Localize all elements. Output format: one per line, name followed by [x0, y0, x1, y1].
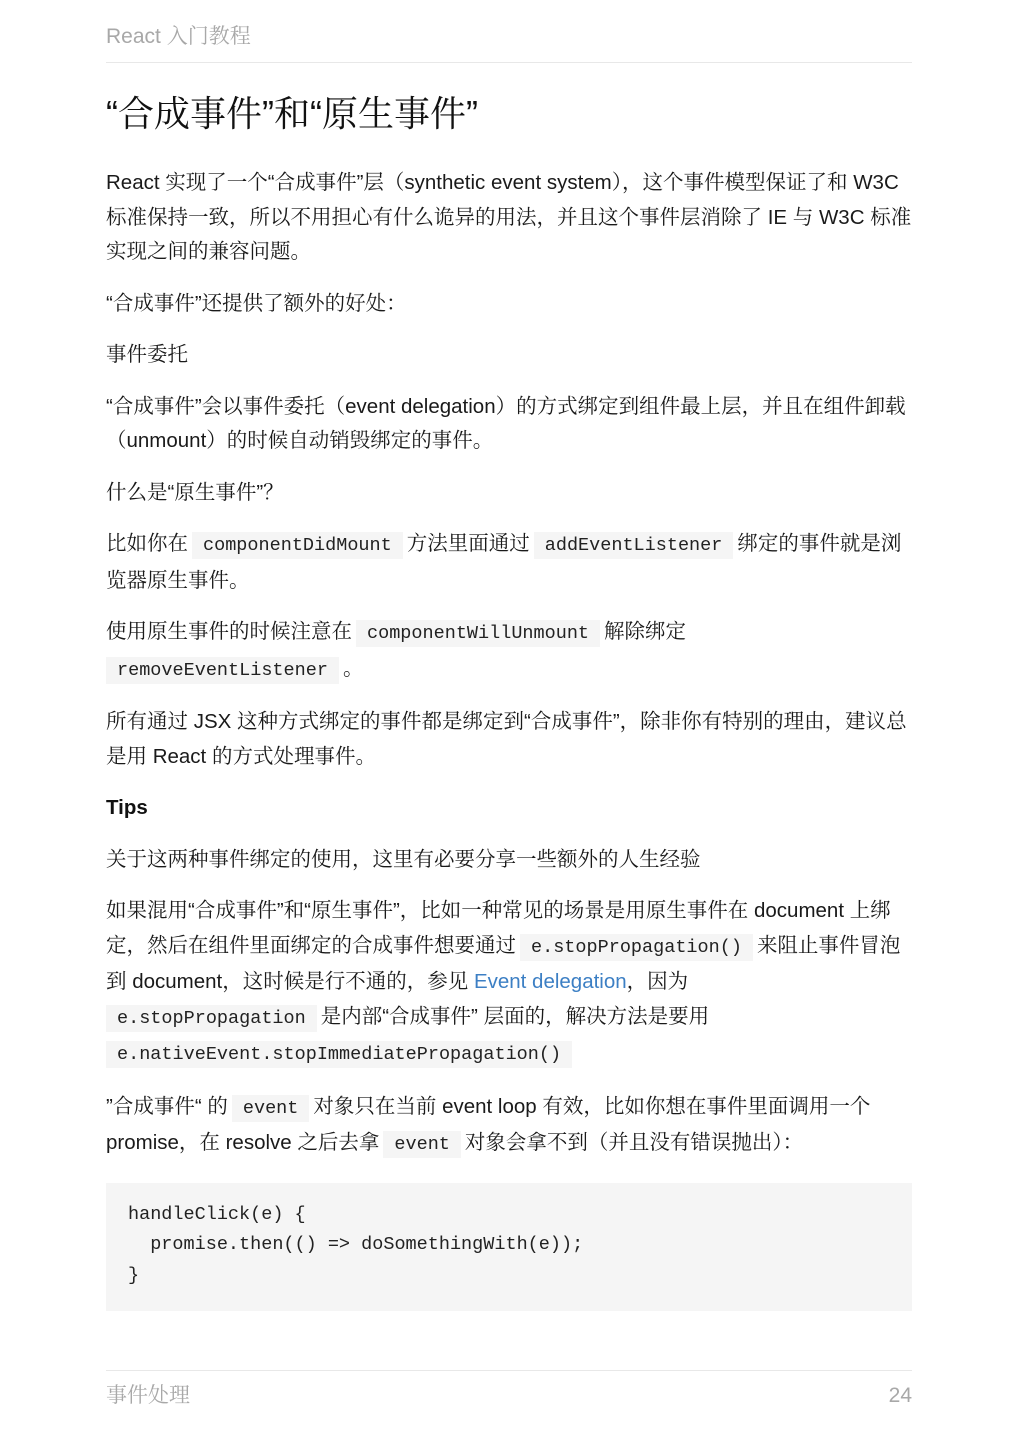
inline-code: componentDidMount [192, 532, 403, 559]
code-block: handleClick(e) { promise.then(() => doSomethingWith(e)); } [106, 1183, 912, 1312]
inline-code: e.nativeEvent.stopImmediatePropagation() [106, 1041, 572, 1068]
tips-heading: Tips [106, 796, 148, 819]
section-title: “合成事件”和“原生事件” [106, 93, 478, 134]
text-segment: 对象只在当前 event loop 有效，比如你想在事件里面调用一个 promise，在 resolve 之后去拿 [106, 1094, 871, 1154]
paragraph-native-example [106, 527, 912, 598]
main-content [106, 88, 912, 1311]
event-delegation-link[interactable]: Event delegation [473, 970, 627, 993]
text-segment: 绑定的事件就是浏览器原生事件。 [106, 532, 902, 592]
inline-code: e.stopPropagation() [520, 934, 753, 961]
text-segment: ”合成事件“ 的 [106, 1094, 228, 1118]
inline-code: event [232, 1095, 310, 1122]
paragraph-jsx-recommendation: 所有通过 JSX 这种方式绑定的事件都是绑定到“合成事件”，除非你有特别的理由，建议总是用 React 的方式处理事件。 [106, 710, 907, 768]
running-header: React 入门教程 [106, 25, 251, 48]
paragraph-benefits: “合成事件”还提供了额外的好处： [106, 291, 407, 315]
inline-code: event [383, 1131, 461, 1158]
paragraph-event-delegation: 事件委托 [106, 343, 188, 366]
paragraph-unmount-note [106, 615, 912, 688]
text-segment: 。 [342, 656, 364, 680]
text-segment: 比如你在 [106, 532, 188, 555]
text-segment: 如果混用“合成事件”和“原生事件”，比如一种常见的场景是用原生事件在 document 上绑定，然后在组件里面绑定的合成事件想要通过 [106, 899, 891, 957]
text-segment: 使用原生事件的时候注意在 [106, 620, 352, 643]
inline-code: removeEventListener [106, 657, 339, 684]
paragraph-mixing-events [106, 894, 912, 1073]
text-segment: 对象会拿不到（并且没有错误抛出）： [464, 1131, 804, 1154]
inline-code: e.stopPropagation [106, 1005, 317, 1032]
paragraph-event-pooling [106, 1090, 912, 1163]
footer-chapter-title: 事件处理 [106, 1384, 190, 1407]
text-segment: 来阻止事件冒泡到 document，这时候是行不通的，参见 [106, 933, 901, 993]
text-segment: 方法里面通过 [406, 532, 530, 555]
inline-code: addEventListener [534, 532, 734, 559]
text-segment: ，因为 [626, 970, 689, 993]
text-segment: 是内部“合成事件” 层面的，解决方法是要用 [320, 1004, 710, 1028]
header-divider [106, 62, 912, 63]
paragraph-intro: React 实现了一个“合成事件”层（synthetic event system），这个事件模型保证了和 W3C 标准保持一致，所以不用担心有什么诡异的用法，并且这个事件层消除了 IE 与 W3C 标准实现之间的兼容问题。 [106, 171, 912, 263]
text-segment: 解除绑定 [604, 620, 687, 643]
footer-divider [106, 1370, 912, 1371]
paragraph-tips-intro: 关于这两种事件绑定的使用，这里有必要分享一些额外的人生经验 [106, 847, 701, 871]
page-number: 24 [888, 1384, 912, 1407]
paragraph-native-question: 什么是“原生事件”？ [106, 480, 284, 504]
paragraph-delegation-detail: “合成事件”会以事件委托（event delegation）的方式绑定到组件最上层，并且在组件卸载（unmount）的时候自动销毁绑定的事件。 [106, 394, 906, 452]
inline-code: componentWillUnmount [356, 620, 600, 647]
